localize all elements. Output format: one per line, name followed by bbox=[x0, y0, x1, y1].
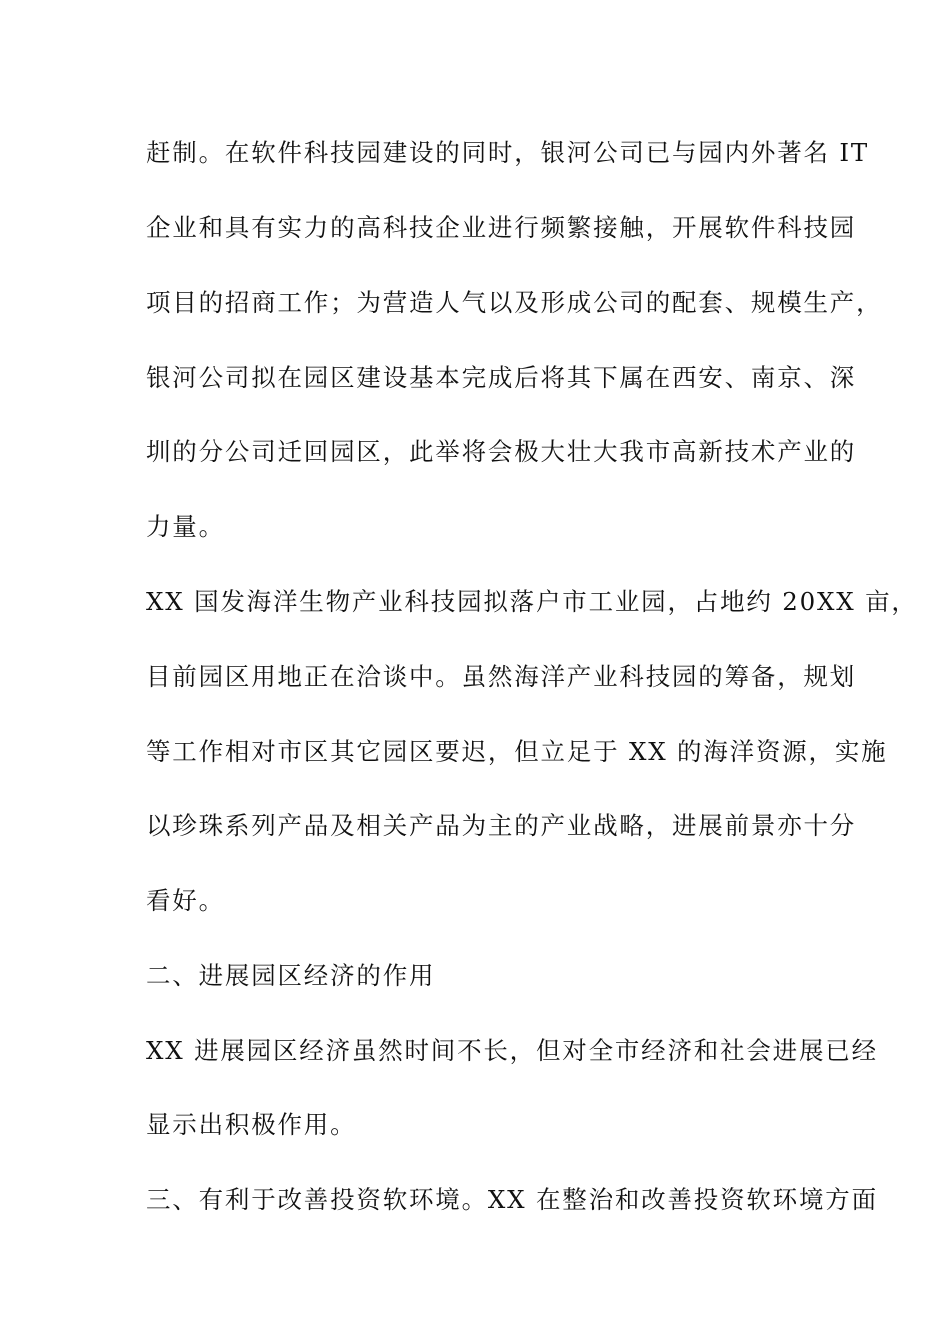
text-line: 三、有利于改善投资软环境。XX 在整治和改善投资软环境方面 bbox=[146, 1185, 878, 1214]
text-line: 等工作相对市区其它园区要迟，但立足于 XX 的海洋资源，实施 bbox=[146, 737, 888, 766]
text-line: 目前园区用地正在洽谈中。虽然海洋产业科技园的筹备，规划 bbox=[146, 662, 857, 691]
text-line: XX 进展园区经济虽然时间不长，但对全市经济和社会进展已经 bbox=[146, 1036, 878, 1065]
text-line: 以珍珠系列产品及相关产品为主的产业战略，进展前景亦十分 bbox=[146, 811, 857, 840]
section-heading: 二、进展园区经济的作用 bbox=[146, 961, 436, 990]
text-line: 显示出积极作用。 bbox=[146, 1110, 357, 1139]
text-line: XX 国发海洋生物产业科技园拟落户市工业园，占地约 20XX 亩， bbox=[146, 587, 918, 616]
text-line: 力量。 bbox=[146, 512, 225, 541]
text-line: 银河公司拟在园区建设基本完成后将其下属在西安、南京、深 bbox=[146, 363, 857, 392]
text-line: 项目的招商工作；为营造人气以及形成公司的配套、规模生产， bbox=[146, 288, 883, 317]
text-line: 赶制。在软件科技园建设的同时，银河公司已与园内外著名 IT bbox=[146, 138, 870, 167]
text-line: 看好。 bbox=[146, 886, 225, 915]
text-line: 圳的分公司迁回园区，此举将会极大壮大我市高新技术产业的 bbox=[146, 437, 857, 466]
text-line: 企业和具有实力的高科技企业进行频繁接触，开展软件科技园 bbox=[146, 213, 857, 242]
